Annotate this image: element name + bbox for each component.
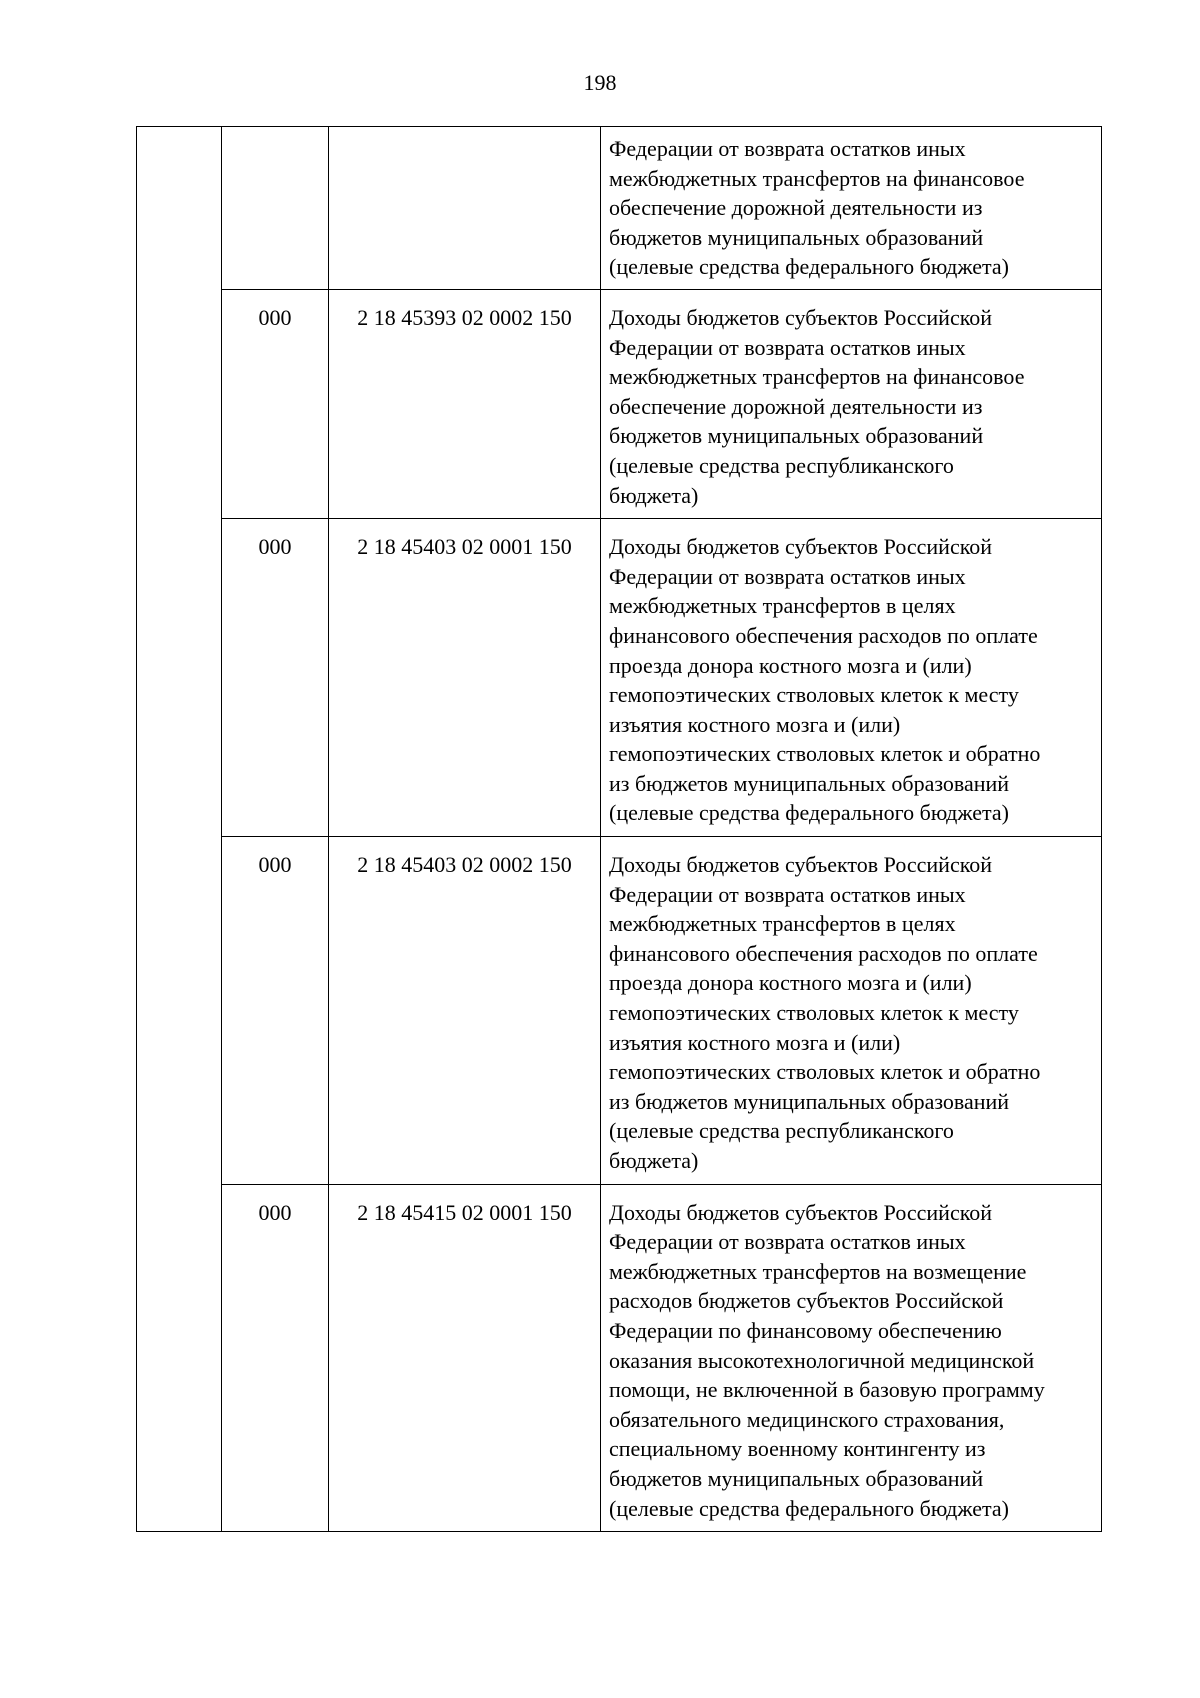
admin-code-cell: 000 [222, 1184, 329, 1532]
description-line: обеспечение дорожной деятельности из [609, 195, 983, 221]
description-cell [601, 289, 1102, 518]
description-line: помощи, не включенной в базовую программу [609, 1377, 1045, 1403]
admin-code-cell: 000 [222, 837, 329, 1185]
description-line: Доходы бюджетов субъектов Российской [609, 534, 993, 560]
description-line: изъятия костного мозга и (или) [609, 1029, 901, 1055]
description-line: межбюджетных трансфертов в целях [609, 593, 956, 619]
description-cell [601, 1184, 1102, 1532]
description-line: (целевые средства федерального бюджета) [609, 254, 1009, 280]
description-line: из бюджетов муниципальных образований [609, 770, 1010, 796]
description-line: гемопоэтических стволовых клеток и обратно [609, 1059, 1041, 1085]
kbk-code-cell: 2 18 45393 02 0002 150 [329, 289, 601, 518]
description-line: бюджетов муниципальных образований [609, 1465, 984, 1491]
description-line: бюджета) [609, 1148, 699, 1173]
description-line: межбюджетных трансфертов на финансовое [609, 165, 1025, 191]
description-line: Доходы бюджетов субъектов Российской [609, 852, 993, 878]
kbk-code-cell: 2 18 45415 02 0001 150 [329, 1184, 601, 1532]
table-row [137, 1184, 1102, 1532]
merged-number-cell [137, 127, 222, 1532]
description-line: расходов бюджетов субъектов Российской [609, 1288, 1004, 1314]
description-line: Федерации от возврата остатков иных [609, 136, 966, 161]
description-line: изъятия костного мозга и (или) [609, 711, 901, 737]
table-row [137, 837, 1102, 1185]
table-row [137, 289, 1102, 518]
description-line: межбюджетных трансфертов в целях [609, 911, 956, 937]
kbk-code-cell [329, 127, 601, 290]
description-line: бюджета) [609, 482, 699, 508]
admin-code-cell: 000 [222, 519, 329, 837]
admin-code-cell: 000 [222, 289, 329, 518]
description-line: (целевые средства республиканского [609, 452, 954, 478]
description-line: оказания высокотехнологичной медицинской [609, 1347, 1035, 1373]
description-line: (целевые средства федерального бюджета) [609, 1495, 1009, 1521]
kbk-code-cell: 2 18 45403 02 0001 150 [329, 519, 601, 837]
table-row [137, 519, 1102, 837]
description-line: Федерации от возврата остатков иных [609, 563, 966, 589]
admin-code-cell [222, 127, 329, 290]
description-line: Федерации по финансовому обеспечению [609, 1317, 1002, 1343]
description-line: (целевые средства федерального бюджета) [609, 800, 1009, 826]
page-number: 198 [583, 70, 617, 95]
description-line: бюджетов муниципальных образований [609, 423, 984, 449]
table-row [137, 127, 1102, 290]
description-cell [601, 837, 1102, 1185]
description-line: гемопоэтических стволовых клеток к месту [609, 682, 1019, 708]
description-line: специальному военному контингенту из [609, 1436, 986, 1462]
description-line: Доходы бюджетов субъектов Российской [609, 304, 993, 330]
description-line: проезда донора костного мозга и (или) [609, 652, 972, 678]
description-line: Федерации от возврата остатков иных [609, 881, 966, 907]
description-line: Федерации от возврата остатков иных [609, 334, 966, 360]
description-line: проезда донора костного мозга и (или) [609, 970, 972, 996]
description-line: обязательного медицинского страхования, [609, 1406, 1005, 1432]
description-line: финансового обеспечения расходов по оплате [609, 622, 1038, 648]
description-line: (целевые средства республиканского [609, 1118, 954, 1144]
kbk-code-cell: 2 18 45403 02 0002 150 [329, 837, 601, 1185]
description-line: гемопоэтических стволовых клеток к месту [609, 1000, 1019, 1026]
description-cell [601, 127, 1102, 290]
description-line: из бюджетов муниципальных образований [609, 1088, 1010, 1114]
description-line: межбюджетных трансфертов на финансовое [609, 364, 1025, 390]
description-line: обеспечение дорожной деятельности из [609, 393, 983, 419]
description-line: Федерации от возврата остатков иных [609, 1229, 966, 1255]
description-line: бюджетов муниципальных образований [609, 224, 984, 250]
description-line: финансового обеспечения расходов по оплате [609, 940, 1038, 966]
description-line: Доходы бюджетов субъектов Российской [609, 1199, 993, 1225]
description-line: гемопоэтических стволовых клеток и обратно [609, 741, 1041, 767]
description-cell [601, 519, 1102, 837]
budget-classification-table [136, 126, 1102, 1532]
description-line: межбюджетных трансфертов на возмещение [609, 1258, 1027, 1284]
